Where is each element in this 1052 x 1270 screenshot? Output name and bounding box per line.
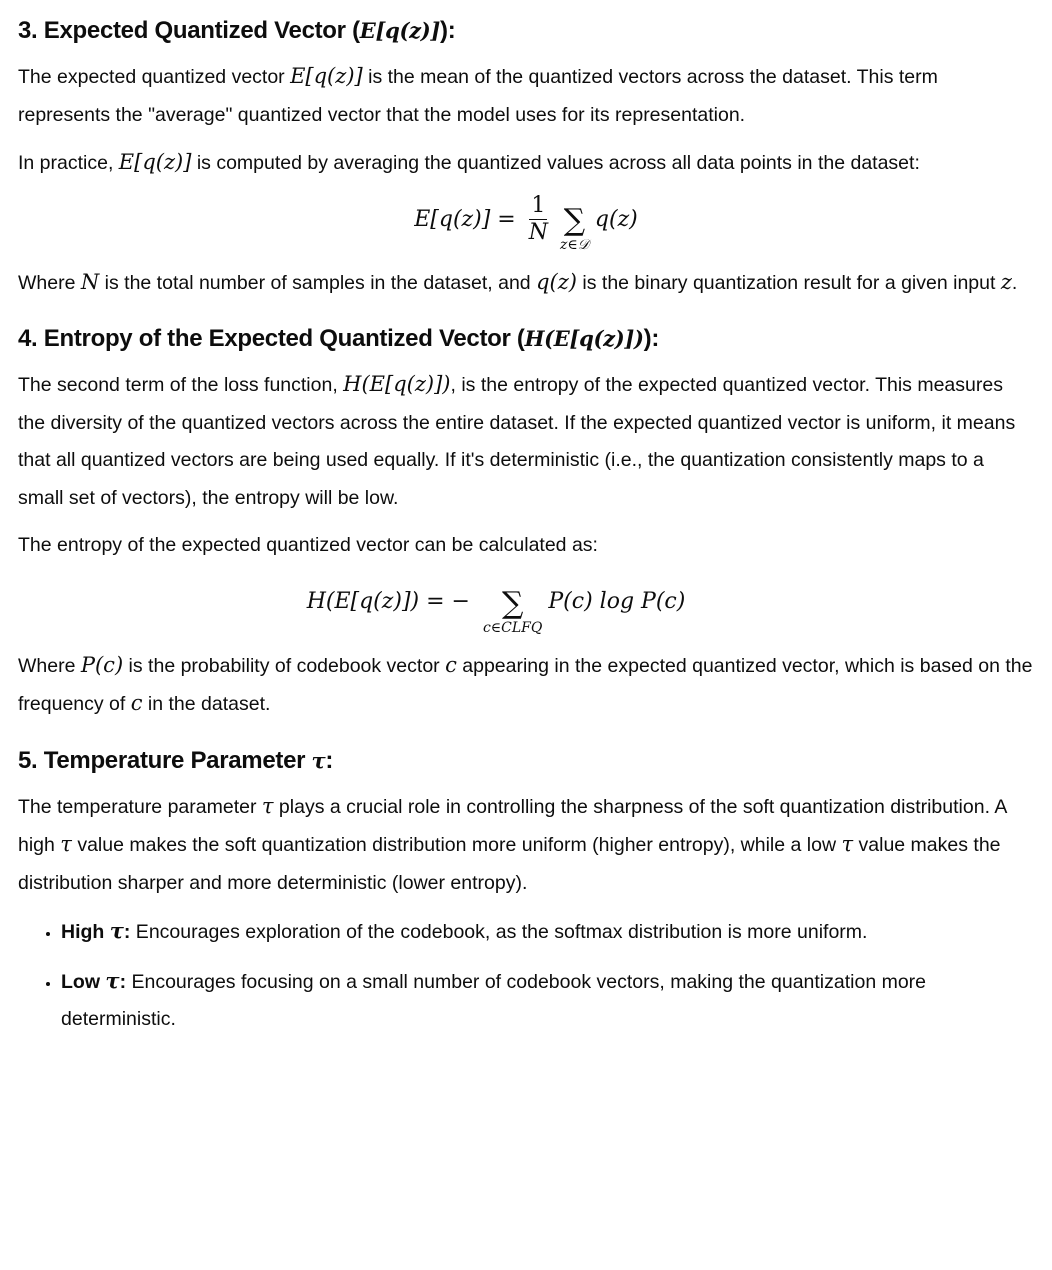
text-run: . [1011, 271, 1018, 294]
text-run: Where [18, 271, 81, 294]
paragraph [18, 144, 1034, 183]
text-run: appearing in the expected quantized vector, which is based on the frequency of [18, 654, 1033, 715]
math-inline: c [445, 652, 457, 677]
text-run: In practice, [18, 152, 119, 174]
text-run: 5. Temperature Parameter [18, 746, 312, 774]
text-run: 3. Expected Quantized Vector ( [18, 17, 360, 44]
text-run: is the total number of samples in the dataset, and [99, 271, 537, 294]
text-run: : [325, 746, 334, 774]
bold-text: : [119, 970, 127, 993]
paragraph [18, 788, 1034, 903]
math-inline: E[q(z)] [359, 18, 441, 43]
math-inline: τ [261, 793, 274, 818]
bullet-list [18, 912, 1034, 1039]
equation-rhs: P(c) log P(c) [548, 589, 686, 614]
text-run: ): [643, 325, 660, 352]
equation-operator: = − [419, 589, 477, 614]
equation-operator: = [490, 206, 523, 232]
math-inline: τ [60, 832, 72, 856]
equation-lhs: H(E[q(z)]) [306, 589, 420, 614]
text-run: value makes the soft quantization distribution more uniform (higher entropy), while a low [71, 834, 842, 856]
paragraph [18, 58, 1034, 134]
summation [559, 203, 589, 253]
text-run: , is the entropy of the expected quantized vector. This measures the diversity of the quantized vectors across the entire dataset. If the expected quantized vector is uniform, it means that all quantized vectors are being used equally. If it's deterministic (i.e., the quantization consistently maps to a small set of vectors), the entropy will be low. [18, 374, 1016, 509]
bold-text: : [123, 921, 131, 943]
sigma-symbol: ∑ [501, 585, 524, 621]
math-inline: H(E[q(z)]) [524, 326, 644, 351]
paragraph [18, 366, 1034, 517]
display-equation [18, 192, 1034, 253]
text-run: value makes the distribution sharper and more deterministic (lower entropy). [18, 834, 1001, 894]
bold-text: High [61, 921, 110, 943]
text-run: The entropy of the expected quantized vector can be calculated as: [18, 534, 598, 556]
text-run: 4. Entropy of the Expected Quantized Vector ( [18, 325, 525, 352]
summation [482, 585, 543, 636]
math-inline: τ [311, 747, 326, 773]
text-run: in the dataset. [142, 693, 271, 715]
summation-subscript: c∈CLFQ [482, 619, 543, 636]
section-heading [18, 740, 1034, 782]
text-run: The expected quantized vector [18, 66, 291, 88]
equation-rhs: q(z) [594, 206, 638, 232]
math-inline: N [80, 269, 100, 294]
fraction-denominator: N [528, 219, 548, 245]
fraction-numerator: 1 [531, 192, 546, 218]
text-run: Encourages focusing on a small number of codebook vectors, making the quantization more deterministic. [61, 970, 927, 1030]
text-run: Where [18, 654, 81, 677]
paragraph [18, 647, 1034, 724]
text-run: is the binary quantization result for a given input [576, 271, 1001, 294]
text-run: is the mean of the quantized vectors across the dataset. This term represents the "average" quantized vector that the model uses for its representation. [18, 66, 938, 126]
math-inline: H(E[q(z)]) [343, 372, 451, 396]
display-equation [18, 579, 1034, 636]
math-inline-bold: τ [109, 918, 124, 943]
math-inline: c [130, 691, 143, 715]
list-item [61, 962, 1034, 1039]
text-run: Encourages exploration of the codebook, as the softmax distribution is more uniform. [130, 921, 868, 943]
section-heading [18, 10, 1034, 52]
math-inline: z [1000, 269, 1012, 294]
text-run: The temperature parameter [18, 795, 262, 818]
math-inline: E[q(z)] [290, 64, 363, 88]
sigma-symbol: ∑ [563, 203, 586, 238]
text-run: is the probability of codebook vector [123, 654, 446, 677]
fraction [528, 192, 548, 245]
text-run: The second term of the loss function, [18, 374, 344, 396]
paragraph [18, 527, 1034, 565]
text-run: plays a crucial role in controlling the sharpness of the soft quantization distribution. A high [18, 795, 1007, 856]
section-heading [18, 318, 1034, 360]
summation-subscript: z∈𝒟 [559, 237, 589, 253]
math-inline: P(c) [80, 652, 124, 677]
math-inline: τ [841, 832, 854, 856]
math-inline-bold: τ [105, 967, 120, 993]
text-run: is computed by averaging the quantized values across all data points in the dataset: [191, 152, 920, 174]
list-item [61, 912, 1034, 952]
math-inline: E[q(z)] [118, 150, 192, 174]
text-run: ): [440, 17, 456, 44]
bold-text: Low [61, 970, 106, 993]
math-inline: q(z) [536, 269, 577, 294]
paragraph [18, 264, 1034, 303]
equation-lhs: E[q(z)] [414, 206, 491, 232]
